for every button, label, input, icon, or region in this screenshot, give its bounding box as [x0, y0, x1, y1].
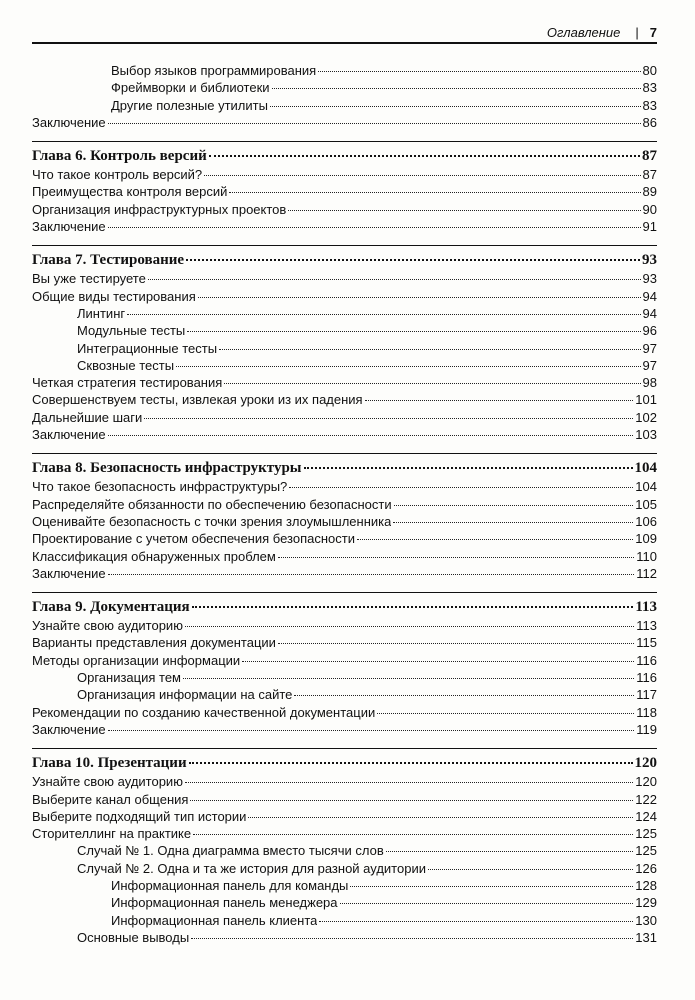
toc-entry[interactable]	[32, 842, 657, 859]
toc-chapter[interactable]	[32, 453, 657, 478]
toc-entry-title: Заключение	[32, 565, 106, 581]
dot-leader	[189, 762, 633, 764]
dot-leader	[350, 886, 633, 887]
toc-entry-title: Глава 10. Презентации	[32, 755, 187, 772]
toc-entry-title: Организация инфраструктурных проектов	[32, 201, 287, 217]
toc-entry-page: 94	[642, 288, 657, 304]
toc-entry[interactable]	[32, 634, 657, 651]
toc-entry[interactable]	[32, 340, 657, 357]
toc-entry[interactable]	[32, 270, 657, 287]
toc-entry-title: Информационная панель для команды	[111, 877, 349, 893]
dot-leader	[394, 505, 634, 506]
table-of-contents	[32, 62, 657, 946]
toc-entry-title: Сторителлинг на практике	[32, 826, 192, 842]
toc-entry-page: 83	[642, 97, 657, 113]
toc-entry[interactable]	[32, 825, 657, 842]
toc-entry-title: Четкая стратегия тестирования	[32, 375, 223, 391]
toc-entry-title: Глава 8. Безопасность инфраструктуры	[32, 460, 302, 477]
toc-entry-page: 102	[635, 409, 657, 425]
toc-entry-title: Выбор языков программирования	[111, 63, 317, 78]
toc-entry[interactable]	[32, 860, 657, 877]
toc-entry[interactable]	[32, 791, 657, 808]
toc-entry[interactable]	[32, 669, 657, 686]
dot-leader	[278, 557, 634, 558]
toc-entry[interactable]	[32, 704, 657, 721]
toc-entry-title: Глава 9. Документация	[32, 599, 190, 616]
toc-entry-page: 122	[635, 791, 657, 807]
toc-entry-page: 116	[636, 652, 657, 668]
toc-entry-page: 119	[636, 721, 657, 737]
toc-entry-title: Заключение	[32, 721, 106, 737]
chapter-gap	[32, 443, 657, 453]
toc-entry[interactable]	[32, 530, 657, 547]
toc-entry-title: Информационная панель менеджера	[111, 895, 338, 911]
toc-entry-page: 120	[635, 774, 657, 790]
toc-entry-page: 104	[634, 460, 657, 477]
dot-leader	[204, 175, 640, 176]
toc-entry[interactable]	[32, 183, 657, 200]
chapter-gap	[32, 131, 657, 141]
toc-entry-page: 94	[642, 305, 657, 321]
toc-entry-page: 109	[635, 531, 657, 547]
toc-entry-page: 105	[635, 496, 657, 512]
dot-leader	[190, 800, 633, 801]
toc-entry-page: 89	[642, 184, 657, 200]
toc-entry[interactable]	[32, 617, 657, 634]
dot-leader	[357, 539, 633, 540]
toc-entry-page: 113	[635, 599, 657, 616]
toc-entry-page: 83	[642, 80, 657, 96]
dot-leader	[219, 349, 640, 350]
dot-leader	[108, 227, 641, 228]
toc-entry[interactable]	[32, 391, 657, 408]
dot-leader	[198, 297, 641, 298]
toc-entry[interactable]	[32, 548, 657, 565]
chapter-gap	[32, 235, 657, 245]
toc-entry-title: Проектирование с учетом обеспечения безопасности	[32, 531, 355, 547]
toc-entry-title: Узнайте свою аудиторию	[32, 774, 183, 790]
toc-entry-title: Фреймворки и библиотеки	[111, 80, 270, 96]
dot-leader	[108, 730, 635, 731]
toc-entry-page: 87	[642, 148, 657, 165]
toc-chapter[interactable]	[32, 245, 657, 270]
toc-entry-page: 116	[636, 670, 657, 686]
dot-leader	[187, 331, 640, 332]
toc-entry[interactable]	[32, 877, 657, 894]
toc-entry[interactable]	[32, 929, 657, 946]
toc-entry-page: 129	[635, 895, 657, 911]
toc-entry-page: 97	[642, 340, 657, 356]
toc-entry-page: 87	[642, 167, 657, 183]
toc-entry-title: Организация тем	[77, 670, 181, 686]
toc-entry-page: 131	[635, 929, 657, 945]
header-section-title: Оглавление	[546, 24, 621, 40]
toc-entry-title: Общие виды тестирования	[32, 288, 196, 304]
toc-entry[interactable]	[32, 114, 657, 131]
toc-entry-title: Заключение	[32, 219, 106, 235]
dot-leader	[248, 817, 633, 818]
toc-entry[interactable]	[32, 97, 657, 114]
dot-leader	[108, 574, 635, 575]
toc-entry-page: 93	[642, 252, 657, 269]
dot-leader	[224, 383, 640, 384]
toc-entry-title: Сквозные тесты	[77, 357, 175, 373]
toc-entry-page: 115	[636, 635, 657, 651]
toc-entry-title: Вы уже тестируете	[32, 271, 146, 287]
toc-entry[interactable]	[32, 201, 657, 218]
dot-leader	[377, 713, 634, 714]
dot-leader	[272, 88, 641, 89]
toc-entry[interactable]	[32, 894, 657, 911]
toc-entry[interactable]	[32, 686, 657, 703]
toc-entry-title: Что такое безопасность инфраструктуры?	[32, 479, 288, 495]
dot-leader	[229, 192, 640, 193]
dot-leader	[108, 123, 641, 124]
toc-entry-title: Рекомендации по созданию качественной документации	[32, 704, 376, 720]
toc-entry[interactable]	[32, 305, 657, 322]
toc-entry[interactable]	[32, 721, 657, 738]
toc-entry[interactable]	[32, 288, 657, 305]
toc-entry-page: 103	[635, 427, 657, 443]
dot-leader	[186, 259, 640, 261]
toc-entry-page: 101	[635, 392, 657, 408]
toc-entry-title: Глава 7. Тестирование	[32, 252, 185, 269]
toc-entry[interactable]	[32, 912, 657, 929]
toc-entry-page: 90	[642, 201, 657, 217]
toc-entry-title: Совершенствуем тесты, извлекая уроки из их падения	[32, 392, 363, 408]
toc-entry[interactable]	[32, 62, 657, 79]
dot-leader	[428, 869, 633, 870]
toc-entry-page: 125	[635, 826, 657, 842]
toc-entry[interactable]	[32, 652, 657, 669]
chapter-gap	[32, 738, 657, 748]
toc-entry-title: Организация информации на сайте	[77, 687, 293, 703]
toc-entry-title: Классификация обнаруженных проблем	[32, 548, 276, 564]
toc-entry-page: 128	[635, 877, 657, 893]
chapter-gap	[32, 582, 657, 592]
dot-leader	[340, 903, 634, 904]
toc-entry[interactable]	[32, 166, 657, 183]
dot-leader	[304, 467, 633, 469]
toc-entry-title: Основные выводы	[77, 929, 190, 945]
toc-entry-title: Оценивайте безопасность с точки зрения злоумышленника	[32, 513, 392, 529]
toc-entry-title: Информационная панель клиента	[111, 912, 318, 928]
dot-leader	[144, 418, 633, 419]
dot-leader	[192, 606, 634, 608]
toc-entry-page: 120	[634, 755, 657, 772]
dot-leader	[289, 487, 633, 488]
toc-entry[interactable]	[32, 79, 657, 96]
toc-entry-page: 86	[642, 114, 657, 130]
toc-entry-page: 112	[636, 565, 657, 581]
toc-entry-title: Выберите канал общения	[32, 791, 189, 807]
toc-entry-page: 98	[642, 375, 657, 391]
toc-entry[interactable]	[32, 478, 657, 495]
toc-entry-page: 113	[636, 618, 657, 634]
dot-leader	[191, 938, 633, 939]
toc-entry-title: Заключение	[32, 114, 106, 130]
toc-entry-title: Заключение	[32, 427, 106, 443]
toc-chapter[interactable]	[32, 748, 657, 773]
dot-leader	[386, 851, 634, 852]
toc-entry-title: Линтинг	[77, 305, 126, 321]
toc-entry-page: 93	[642, 271, 657, 287]
running-header	[32, 22, 657, 44]
dot-leader	[108, 435, 634, 436]
toc-chapter[interactable]	[32, 141, 657, 166]
dot-leader	[209, 155, 640, 157]
toc-entry-page: 130	[635, 912, 657, 928]
toc-entry-title: Другие полезные утилиты	[111, 97, 268, 113]
dot-leader	[185, 782, 633, 783]
toc-entry-page: 118	[636, 704, 657, 720]
toc-entry[interactable]	[32, 409, 657, 426]
dot-leader	[393, 522, 633, 523]
toc-entry[interactable]	[32, 808, 657, 825]
dot-leader	[318, 71, 640, 72]
toc-entry-page: 97	[642, 357, 657, 373]
toc-entry-title: Распределяйте обязанности по обеспечению безопасности	[32, 496, 392, 512]
toc-entry[interactable]	[32, 218, 657, 235]
dot-leader	[185, 626, 634, 627]
toc-entry-title: Глава 6. Контроль версий	[32, 148, 207, 165]
toc-entry[interactable]	[32, 565, 657, 582]
toc-entry-title: Преимущества контроля версий	[32, 184, 228, 200]
dot-leader	[193, 834, 633, 835]
toc-entry-title: Случай № 2. Одна и та же история для разной аудитории	[77, 860, 426, 876]
toc-entry-page: 91	[642, 219, 657, 235]
toc-chapter[interactable]	[32, 592, 657, 617]
dot-leader	[270, 106, 641, 107]
toc-entry-page: 124	[635, 808, 657, 824]
dot-leader	[176, 366, 640, 367]
toc-entry-title: Выберите подходящий тип истории	[32, 808, 247, 824]
dot-leader	[288, 210, 640, 211]
toc-entry[interactable]	[32, 773, 657, 790]
header-page-number: 7	[649, 24, 657, 40]
dot-leader	[319, 921, 633, 922]
toc-entry[interactable]	[32, 322, 657, 339]
toc-entry-page: 117	[636, 687, 657, 703]
dot-leader	[294, 695, 634, 696]
dot-leader	[148, 279, 641, 280]
toc-entry[interactable]	[32, 374, 657, 391]
toc-entry[interactable]	[32, 426, 657, 443]
toc-entry-title: Случай № 1. Одна диаграмма вместо тысячи слов	[77, 843, 384, 859]
toc-entry-page: 126	[635, 860, 657, 876]
toc-entry-page: 96	[642, 323, 657, 339]
toc-entry-title: Модульные тесты	[77, 323, 186, 339]
toc-entry-title: Варианты представления документации	[32, 635, 276, 651]
toc-entry-title: Узнайте свою аудиторию	[32, 618, 183, 634]
toc-entry[interactable]	[32, 357, 657, 374]
toc-entry-page: 110	[636, 548, 657, 564]
toc-entry-title: Что такое контроль версий?	[32, 167, 203, 183]
dot-leader	[365, 400, 634, 401]
toc-entry[interactable]	[32, 496, 657, 513]
toc-entry-page: 104	[635, 479, 657, 495]
toc-entry-page: 80	[642, 63, 657, 78]
header-separator: |	[635, 24, 639, 40]
toc-entry[interactable]	[32, 513, 657, 530]
toc-entry-page: 106	[635, 513, 657, 529]
dot-leader	[183, 678, 634, 679]
toc-entry-title: Интеграционные тесты	[77, 340, 218, 356]
toc-entry-page: 125	[635, 843, 657, 859]
dot-leader	[278, 643, 634, 644]
toc-entry-title: Дальнейшие шаги	[32, 409, 143, 425]
toc-entry-title: Методы организации информации	[32, 652, 241, 668]
dot-leader	[242, 661, 634, 662]
dot-leader	[127, 314, 640, 315]
